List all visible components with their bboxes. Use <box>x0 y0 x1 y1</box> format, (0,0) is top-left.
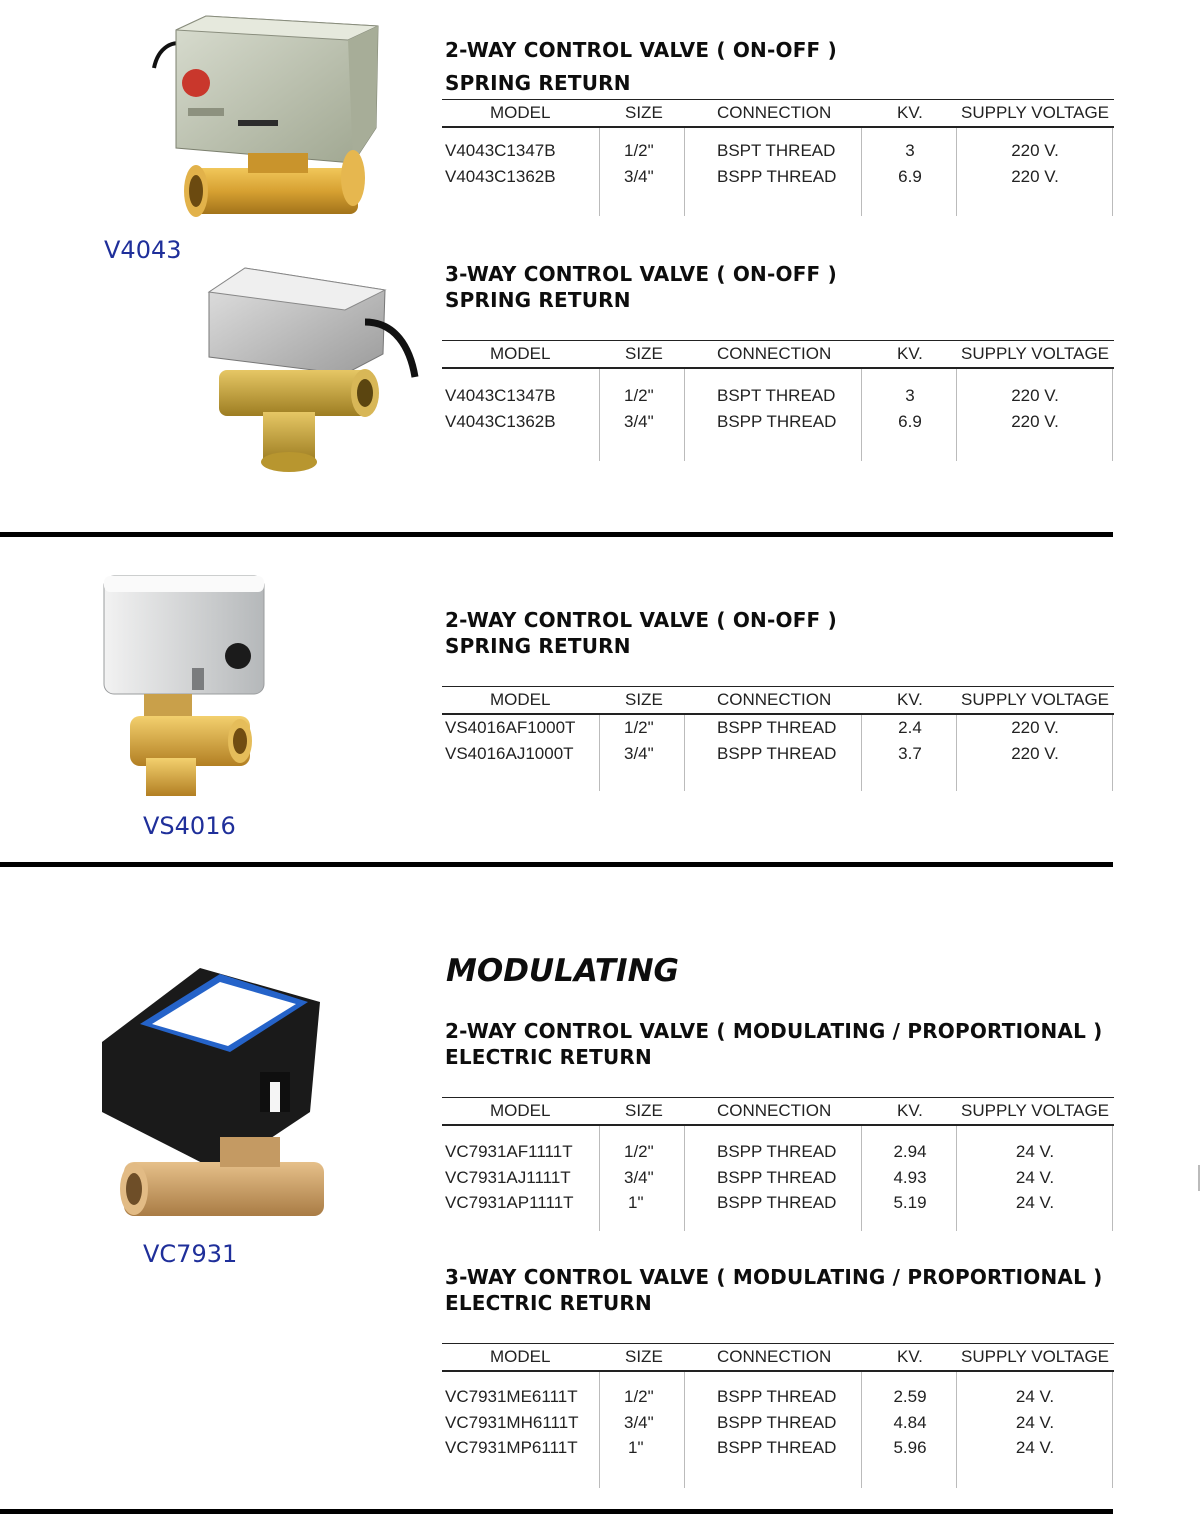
header-kv: KV. <box>897 1101 923 1120</box>
section-3-title: 2-WAY CONTROL VALVE ( ON-OFF ) <box>445 608 837 632</box>
cell-model: VC7931MH6111T <box>445 1412 579 1432</box>
table-row <box>442 1384 1114 1410</box>
cell-size: 1" <box>628 1438 644 1457</box>
table-row <box>442 715 1114 741</box>
header-voltage: SUPPLY VOLTAGE <box>961 1101 1110 1120</box>
cell-connection: BSPP THREAD <box>717 1193 837 1212</box>
header-voltage: SUPPLY VOLTAGE <box>961 690 1110 709</box>
table-header <box>442 340 1114 369</box>
cell-voltage: 24 V. <box>1015 1438 1055 1457</box>
table-row <box>442 138 1114 164</box>
cell-connection: BSPT THREAD <box>717 386 836 405</box>
cell-model: VC7931ME6111T <box>445 1387 578 1406</box>
header-size: SIZE <box>625 344 663 363</box>
spec-table <box>442 1097 1114 1231</box>
header-voltage: SUPPLY VOLTAGE <box>961 1347 1110 1366</box>
section-divider <box>0 1509 1113 1514</box>
header-kv: KV. <box>897 344 923 363</box>
table-header <box>442 686 1114 715</box>
cell-model: V4043C1362B <box>445 411 556 431</box>
table-row <box>442 741 1114 767</box>
cell-kv: 5.19 <box>893 1193 927 1212</box>
v4043-3way-valve-image <box>205 262 420 477</box>
header-connection: CONNECTION <box>717 1347 832 1366</box>
cell-connection: BSPP THREAD <box>717 1142 837 1161</box>
cell-kv: 3 <box>905 386 915 405</box>
cell-kv: 4.93 <box>893 1167 927 1187</box>
vs4016-valve-image <box>100 568 270 803</box>
cell-size: 3/4" <box>624 166 654 186</box>
cell-model: VC7931AJ1111T <box>445 1167 571 1187</box>
cell-voltage: 220 V. <box>1011 386 1059 405</box>
header-kv: KV. <box>897 1347 923 1366</box>
section-1-title: 2-WAY CONTROL VALVE ( ON-OFF ) <box>445 38 837 62</box>
table-header <box>442 1343 1114 1372</box>
model-label-vc7931: VC7931 <box>143 1240 238 1268</box>
cell-voltage: 220 V. <box>1011 141 1059 160</box>
table-row <box>442 164 1114 190</box>
cell-voltage: 24 V. <box>1015 1412 1055 1432</box>
section-5-subtitle: ELECTRIC RETURN <box>445 1291 652 1315</box>
spec-table <box>442 686 1114 791</box>
header-model: MODEL <box>490 690 551 709</box>
table-body <box>442 128 1114 216</box>
header-model: MODEL <box>490 1101 551 1120</box>
cell-connection: BSPP THREAD <box>717 1412 837 1432</box>
section-3-subtitle: SPRING RETURN <box>445 634 631 658</box>
header-connection: CONNECTION <box>717 690 832 709</box>
cell-size: 3/4" <box>624 1412 654 1432</box>
cell-kv: 2.94 <box>893 1142 927 1161</box>
model-label-v4043: V4043 <box>104 236 182 264</box>
spec-table <box>442 340 1114 461</box>
header-voltage: SUPPLY VOLTAGE <box>961 344 1110 363</box>
table-body <box>442 715 1114 791</box>
section-divider <box>0 862 1113 867</box>
cell-model: VS4016AJ1000T <box>445 743 574 763</box>
cell-model: V4043C1347B <box>445 141 556 160</box>
cell-model: V4043C1362B <box>445 166 556 186</box>
header-size: SIZE <box>625 690 663 709</box>
header-connection: CONNECTION <box>717 1101 832 1120</box>
table-header <box>442 99 1114 128</box>
cell-kv: 2.59 <box>893 1387 927 1406</box>
header-connection: CONNECTION <box>717 103 832 122</box>
cell-size: 1/2" <box>624 1387 654 1406</box>
header-kv: KV. <box>897 103 923 122</box>
cell-size: 1" <box>628 1193 644 1212</box>
cell-size: 3/4" <box>624 411 654 431</box>
section-1-subtitle: SPRING RETURN <box>445 71 631 95</box>
cell-size: 1/2" <box>624 718 654 737</box>
v4043-2way-valve-image <box>148 8 398 233</box>
table-row <box>442 1139 1114 1165</box>
cell-voltage: 24 V. <box>1015 1193 1055 1212</box>
section-divider <box>0 532 1113 537</box>
cell-size: 1/2" <box>624 1142 654 1161</box>
cell-model: V4043C1347B <box>445 386 556 405</box>
table-row <box>442 1410 1114 1436</box>
cell-size: 1/2" <box>624 386 654 405</box>
header-size: SIZE <box>625 103 663 122</box>
table-row <box>442 1435 1114 1461</box>
table-row <box>442 1190 1114 1216</box>
cell-voltage: 220 V. <box>1011 411 1059 431</box>
header-voltage: SUPPLY VOLTAGE <box>961 103 1110 122</box>
cell-kv: 6.9 <box>898 166 922 186</box>
cell-connection: BSPT THREAD <box>717 141 836 160</box>
model-label-vs4016: VS4016 <box>143 812 236 840</box>
cell-model: VC7931AF1111T <box>445 1142 573 1161</box>
header-model: MODEL <box>490 344 551 363</box>
cell-kv: 5.96 <box>893 1438 927 1457</box>
section-4-title: 2-WAY CONTROL VALVE ( MODULATING / PROPORTIONAL ) <box>445 1019 1103 1043</box>
header-model: MODEL <box>490 103 551 122</box>
cell-connection: BSPP THREAD <box>717 411 837 431</box>
header-connection: CONNECTION <box>717 344 832 363</box>
table-row <box>442 409 1114 435</box>
cell-voltage: 220 V. <box>1011 743 1059 763</box>
table-header <box>442 1097 1114 1126</box>
spec-table <box>442 1343 1114 1488</box>
cell-model: VC7931MP6111T <box>445 1438 578 1457</box>
header-size: SIZE <box>625 1101 663 1120</box>
spec-table <box>442 99 1114 216</box>
cell-voltage: 24 V. <box>1015 1167 1055 1187</box>
section-2-subtitle: SPRING RETURN <box>445 288 631 312</box>
table-row <box>442 1165 1114 1191</box>
modulating-heading: MODULATING <box>446 953 679 989</box>
vc7931-valve-image <box>100 962 330 1227</box>
cell-kv: 4.84 <box>893 1412 927 1432</box>
cell-voltage: 220 V. <box>1011 718 1059 737</box>
section-4-subtitle: ELECTRIC RETURN <box>445 1045 652 1069</box>
cell-model: VS4016AF1000T <box>445 718 576 737</box>
cell-connection: BSPP THREAD <box>717 166 837 186</box>
cell-connection: BSPP THREAD <box>717 1387 837 1406</box>
cell-connection: BSPP THREAD <box>717 1167 837 1187</box>
cell-model: VC7931AP1111T <box>445 1193 574 1212</box>
cell-kv: 3 <box>905 141 915 160</box>
cell-connection: BSPP THREAD <box>717 718 837 737</box>
table-row <box>442 383 1114 409</box>
table-body <box>442 1372 1114 1488</box>
cell-kv: 6.9 <box>898 411 922 431</box>
cell-voltage: 24 V. <box>1015 1387 1055 1406</box>
table-body <box>442 369 1114 461</box>
cell-voltage: 220 V. <box>1011 166 1059 186</box>
cell-connection: BSPP THREAD <box>717 1438 837 1457</box>
section-2-title: 3-WAY CONTROL VALVE ( ON-OFF ) <box>445 262 837 286</box>
cell-size: 3/4" <box>624 1167 654 1187</box>
cell-size: 1/2" <box>624 141 654 160</box>
cell-kv: 3.7 <box>898 743 922 763</box>
table-body <box>442 1126 1114 1231</box>
cell-size: 3/4" <box>624 743 654 763</box>
section-5-title: 3-WAY CONTROL VALVE ( MODULATING / PROPORTIONAL ) <box>445 1265 1103 1289</box>
cell-voltage: 24 V. <box>1015 1142 1055 1161</box>
cell-kv: 2.4 <box>898 718 922 737</box>
header-kv: KV. <box>897 690 923 709</box>
header-model: MODEL <box>490 1347 551 1366</box>
cell-connection: BSPP THREAD <box>717 743 837 763</box>
header-size: SIZE <box>625 1347 663 1366</box>
